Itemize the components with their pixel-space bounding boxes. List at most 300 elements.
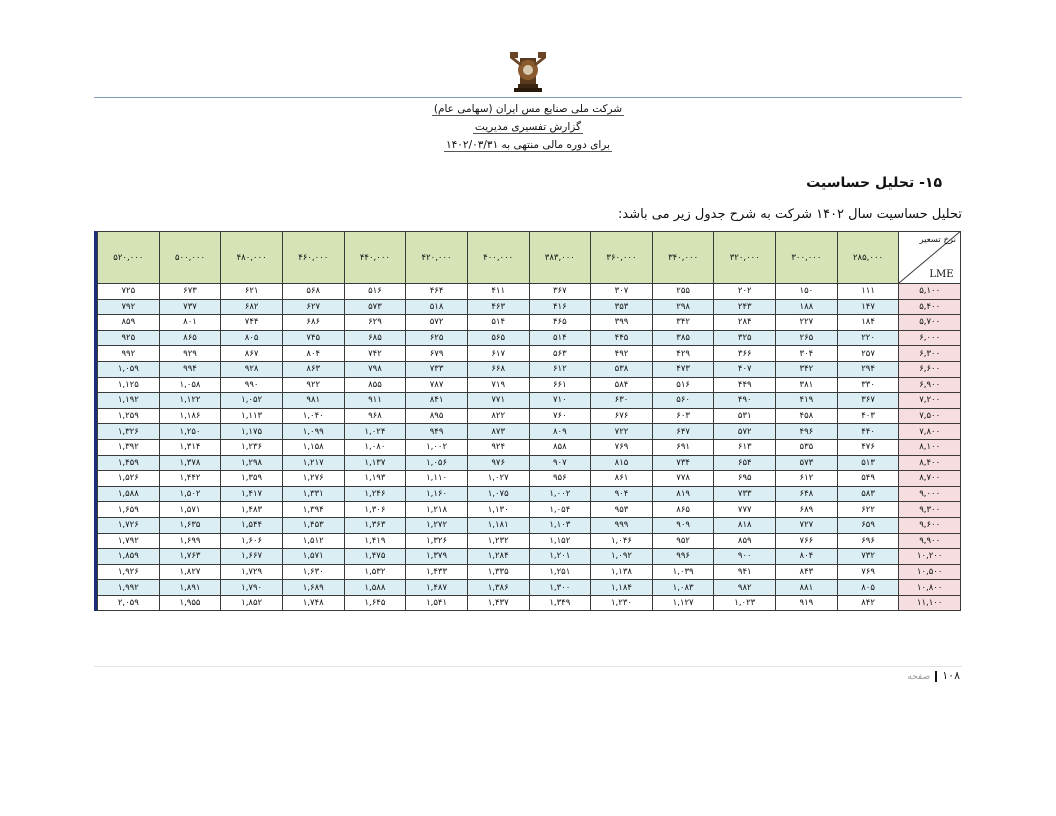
table-cell: ۷۷۷ — [714, 502, 776, 518]
table-cell: ۸۰۵ — [221, 330, 283, 346]
table-cell: ۷۶۶ — [776, 533, 838, 549]
table-cell: ۴۵۸ — [776, 408, 838, 424]
table-cell: ۸۶۷ — [221, 346, 283, 362]
table-cell: ۱,۹۲۶ — [98, 564, 160, 580]
table-cell: ۱,۸۵۹ — [98, 549, 160, 565]
table-cell: ۶۴۸ — [776, 486, 838, 502]
table-cell: ۱,۴۵۹ — [98, 455, 160, 471]
table-cell: ۱۵۰ — [776, 284, 838, 300]
table-cell: ۶۸۲ — [221, 299, 283, 315]
table-row — [98, 424, 961, 440]
table-cell: ۱,۰۹۹ — [282, 424, 344, 440]
table-cell: ۵۱۶ — [344, 284, 406, 300]
column-header: ۳۴۰,۰۰۰ — [652, 232, 714, 284]
table-row — [98, 393, 961, 409]
table-cell: ۱,۴۳۳ — [406, 564, 468, 580]
table-cell: ۵۶۰ — [652, 393, 714, 409]
table-cell: ۳۴۲ — [652, 315, 714, 331]
table-cell: ۴۷۳ — [652, 361, 714, 377]
column-header: ۳۲۰,۰۰۰ — [714, 232, 776, 284]
table-row — [98, 564, 961, 580]
table-cell: ۶۹۵ — [714, 471, 776, 487]
table-cell: ۱,۳۰۰ — [529, 580, 591, 596]
table-cell: ۳۸۵ — [652, 330, 714, 346]
table-cell: ۱,۳۲۶ — [98, 424, 160, 440]
table-cell: ۱,۱۸۶ — [159, 408, 221, 424]
table-cell: ۴۰۷ — [714, 361, 776, 377]
report-period: برای دوره مالی منتهی به ۱۴۰۲/۰۳/۳۱ — [446, 139, 610, 151]
table-cell: ۱,۶۶۷ — [221, 549, 283, 565]
report-title: گزارش تفسیری مدیریت — [474, 121, 582, 133]
lme-price-cell: ۵,۴۰۰ — [899, 299, 961, 315]
table-cell: ۶۷۶ — [591, 408, 653, 424]
table-cell: ۱,۳۹۴ — [282, 502, 344, 518]
table-cell: ۴۴۹ — [714, 377, 776, 393]
table-cell: ۱,۴۴۲ — [159, 471, 221, 487]
table-cell: ۱,۳۷۸ — [159, 455, 221, 471]
sensitivity-table-wrapper — [94, 231, 961, 611]
column-header: ۲۸۵,۰۰۰ — [837, 232, 899, 284]
table-cell: ۱,۵۸۸ — [344, 580, 406, 596]
table-cell: ۸۵۹ — [714, 533, 776, 549]
lme-price-cell: ۵,۷۰۰ — [899, 315, 961, 331]
table-cell: ۸۲۲ — [467, 408, 529, 424]
table-cell: ۹۵۶ — [529, 471, 591, 487]
table-cell: ۱,۱۱۳ — [221, 408, 283, 424]
table-cell: ۱۸۴ — [837, 315, 899, 331]
lme-price-cell: ۷,۸۰۰ — [899, 424, 961, 440]
table-cell: ۳۴۲ — [776, 361, 838, 377]
table-row — [98, 455, 961, 471]
table-cell: ۸۰۴ — [282, 346, 344, 362]
table-cell: ۱,۶۰۶ — [221, 533, 283, 549]
table-cell: ۱,۲۷۶ — [282, 471, 344, 487]
table-cell: ۱,۹۵۵ — [159, 595, 221, 611]
table-cell: ۷۲۷ — [776, 517, 838, 533]
table-cell: ۱,۳۱۴ — [159, 439, 221, 455]
table-cell: ۷۴۲ — [344, 346, 406, 362]
table-cell: ۶۱۲ — [529, 361, 591, 377]
table-cell: ۴۱۱ — [467, 284, 529, 300]
table-cell: ۴۹۶ — [776, 424, 838, 440]
table-cell: ۲۶۵ — [776, 330, 838, 346]
table-cell: ۷۴۵ — [282, 330, 344, 346]
table-row — [98, 330, 961, 346]
table-cell: ۵۱۶ — [652, 377, 714, 393]
table-cell: ۷۷۱ — [467, 393, 529, 409]
table-cell: ۳۰۷ — [591, 284, 653, 300]
table-cell: ۱,۲۹۸ — [221, 455, 283, 471]
table-cell: ۱,۴۵۳ — [282, 517, 344, 533]
table-cell: ۱,۱۳۰ — [467, 502, 529, 518]
table-row — [98, 549, 961, 565]
table-cell: ۱,۶۸۹ — [282, 580, 344, 596]
sensitivity-table — [97, 231, 961, 611]
company-logo-icon — [508, 50, 548, 94]
table-cell: ۱,۵۷۱ — [282, 549, 344, 565]
table-cell: ۱,۲۴۶ — [344, 486, 406, 502]
table-cell: ۱,۶۳۵ — [159, 517, 221, 533]
table-cell: ۶۱۳ — [714, 439, 776, 455]
table-cell: ۴۲۹ — [652, 346, 714, 362]
table-cell: ۱,۲۰۱ — [529, 549, 591, 565]
table-cell: ۷۱۹ — [467, 377, 529, 393]
table-cell: ۶۲۹ — [344, 315, 406, 331]
table-cell: ۱,۵۰۲ — [159, 486, 221, 502]
table-cell: ۱,۶۹۹ — [159, 533, 221, 549]
table-row — [98, 299, 961, 315]
table-cell: ۵۷۳ — [344, 299, 406, 315]
lme-price-cell: ۷,۵۰۰ — [899, 408, 961, 424]
table-cell: ۳۲۵ — [714, 330, 776, 346]
table-cell: ۱,۸۵۲ — [221, 595, 283, 611]
table-cell: ۱,۲۵۱ — [529, 564, 591, 580]
table-cell: ۱,۵۲۶ — [98, 471, 160, 487]
table-row — [98, 377, 961, 393]
table-cell: ۸۰۹ — [529, 424, 591, 440]
table-row — [98, 471, 961, 487]
footer-rule — [94, 666, 962, 667]
table-cell: ۹۲۵ — [98, 330, 160, 346]
table-cell: ۷۶۰ — [529, 408, 591, 424]
table-cell: ۱,۵۷۱ — [159, 502, 221, 518]
table-cell: ۶۸۵ — [344, 330, 406, 346]
table-cell: ۱,۱۵۲ — [529, 533, 591, 549]
table-cell: ۱,۱۹۳ — [344, 471, 406, 487]
table-cell: ۸۴۳ — [776, 564, 838, 580]
table-cell: ۴۶۵ — [529, 315, 591, 331]
table-cell: ۶۵۹ — [837, 517, 899, 533]
page-footer — [907, 669, 960, 682]
table-cell: ۵۱۴ — [529, 330, 591, 346]
table-row — [98, 533, 961, 549]
table-cell: ۱,۰۵۶ — [406, 455, 468, 471]
table-cell: ۱,۸۲۷ — [159, 564, 221, 580]
table-cell: ۸۶۵ — [652, 502, 714, 518]
table-cell: ۱,۴۳۷ — [467, 595, 529, 611]
table-row — [98, 361, 961, 377]
table-cell: ۶۰۳ — [652, 408, 714, 424]
table-body — [98, 284, 961, 611]
table-row — [98, 439, 961, 455]
page-label: صفحه — [907, 672, 931, 682]
table-cell: ۱,۲۵۰ — [159, 424, 221, 440]
table-cell: ۶۷۹ — [406, 346, 468, 362]
table-cell: ۱,۰۰۲ — [406, 439, 468, 455]
table-cell: ۵۸۴ — [591, 377, 653, 393]
table-cell: ۱,۰۸۰ — [344, 439, 406, 455]
table-cell: ۳۶۷ — [837, 393, 899, 409]
table-cell: ۶۸۹ — [776, 502, 838, 518]
table-cell: ۴۹۰ — [714, 393, 776, 409]
lme-price-cell: ۶,۶۰۰ — [899, 361, 961, 377]
table-cell: ۱,۱۳۷ — [344, 455, 406, 471]
column-header: ۴۸۰,۰۰۰ — [221, 232, 283, 284]
table-cell: ۱,۳۸۶ — [467, 580, 529, 596]
table-cell: ۱,۲۳۰ — [591, 595, 653, 611]
lme-price-cell: ۱۰,۵۰۰ — [899, 564, 961, 580]
table-cell: ۳۰۴ — [776, 346, 838, 362]
table-row — [98, 284, 961, 300]
table-cell: ۱,۵۸۸ — [98, 486, 160, 502]
table-cell: ۵۱۳ — [837, 455, 899, 471]
table-cell: ۹۹۹ — [591, 517, 653, 533]
table-cell: ۳۵۳ — [591, 299, 653, 315]
table-cell: ۷۸۷ — [406, 377, 468, 393]
table-cell: ۱,۰۷۵ — [467, 486, 529, 502]
table-cell: ۱,۲۸۴ — [467, 549, 529, 565]
table-cell: ۵۳۱ — [714, 408, 776, 424]
table-cell: ۷۹۸ — [344, 361, 406, 377]
table-cell: ۱,۷۴۸ — [282, 595, 344, 611]
lme-price-cell: ۸,۱۰۰ — [899, 439, 961, 455]
table-cell: ۷۶۹ — [837, 564, 899, 580]
lme-price-cell: ۸,۴۰۰ — [899, 455, 961, 471]
table-cell: ۷۳۳ — [714, 486, 776, 502]
table-cell: ۶۹۶ — [837, 533, 899, 549]
table-cell: ۶۱۷ — [467, 346, 529, 362]
table-cell: ۶۴۷ — [652, 424, 714, 440]
table-cell: ۱,۳۲۶ — [406, 533, 468, 549]
table-cell: ۱,۱۹۲ — [98, 393, 160, 409]
table-cell: ۶۸۶ — [282, 315, 344, 331]
table-cell: ۹۰۷ — [529, 455, 591, 471]
table-cell: ۸۴۱ — [406, 393, 468, 409]
table-cell: ۲۴۳ — [714, 299, 776, 315]
table-cell: ۱,۳۷۹ — [406, 549, 468, 565]
table-cell: ۶۲۷ — [282, 299, 344, 315]
table-cell: ۴۹۲ — [591, 346, 653, 362]
table-cell: ۱,۵۳۲ — [344, 564, 406, 580]
table-cell: ۸۱۸ — [714, 517, 776, 533]
table-cell: ۱,۱۳۸ — [591, 564, 653, 580]
table-cell: ۱,۰۸۳ — [652, 580, 714, 596]
table-cell: ۱,۲۳۲ — [467, 533, 529, 549]
table-corner-cell — [899, 232, 961, 284]
table-cell: ۱,۰۵۹ — [98, 361, 160, 377]
table-cell: ۸۴۲ — [837, 595, 899, 611]
table-cell: ۷۱۰ — [529, 393, 591, 409]
table-cell: ۱,۰۳۹ — [652, 564, 714, 580]
lme-price-cell: ۹,۹۰۰ — [899, 533, 961, 549]
table-cell: ۱,۴۱۹ — [344, 533, 406, 549]
table-cell: ۵۸۳ — [837, 486, 899, 502]
table-cell: ۱,۱۲۷ — [652, 595, 714, 611]
lme-price-cell: ۹,۳۰۰ — [899, 502, 961, 518]
table-cell: ۲۲۷ — [776, 315, 838, 331]
table-cell: ۸۶۳ — [282, 361, 344, 377]
table-cell: ۱,۰۲۷ — [467, 471, 529, 487]
table-row — [98, 315, 961, 331]
table-cell: ۸۵۸ — [529, 439, 591, 455]
table-cell: ۱,۳۰۶ — [344, 502, 406, 518]
table-cell: ۱,۳۵۹ — [221, 471, 283, 487]
table-cell: ۹۸۱ — [282, 393, 344, 409]
table-cell: ۱,۴۱۷ — [221, 486, 283, 502]
table-cell: ۸۶۱ — [591, 471, 653, 487]
lme-price-cell: ۶,۳۰۰ — [899, 346, 961, 362]
table-cell: ۱,۱۵۸ — [282, 439, 344, 455]
corner-label-rate: نرخ تسعیر — [919, 235, 956, 245]
table-cell: ۱,۷۹۰ — [221, 580, 283, 596]
table-cell: ۵۳۸ — [591, 361, 653, 377]
table-cell: ۲۹۴ — [837, 361, 899, 377]
page-number: ۱۰۸ — [942, 669, 960, 682]
table-cell: ۳۸۱ — [776, 377, 838, 393]
lme-price-cell: ۱۰,۲۰۰ — [899, 549, 961, 565]
table-cell: ۲۲۰ — [837, 330, 899, 346]
table-cell: ۱,۲۷۲ — [406, 517, 468, 533]
table-cell: ۹۴۹ — [406, 424, 468, 440]
table-cell: ۵۴۹ — [837, 471, 899, 487]
table-cell: ۴۴۵ — [591, 330, 653, 346]
table-cell: ۸۵۵ — [344, 377, 406, 393]
table-cell: ۳۶۶ — [714, 346, 776, 362]
table-cell: ۷۳۷ — [159, 299, 221, 315]
column-header: ۴۰۰,۰۰۰ — [467, 232, 529, 284]
table-cell: ۸۷۳ — [467, 424, 529, 440]
table-cell: ۱,۴۸۷ — [406, 580, 468, 596]
table-cell: ۵۷۲ — [406, 315, 468, 331]
table-cell: ۵۱۴ — [467, 315, 529, 331]
lme-price-cell: ۱۰,۸۰۰ — [899, 580, 961, 596]
table-cell: ۹۱۱ — [344, 393, 406, 409]
table-cell: ۲,۰۵۹ — [98, 595, 160, 611]
table-cell: ۶۳۰ — [591, 393, 653, 409]
table-cell: ۱,۸۹۱ — [159, 580, 221, 596]
table-cell: ۴۱۶ — [529, 299, 591, 315]
table-cell: ۱,۲۳۶ — [221, 439, 283, 455]
table-cell: ۹۰۴ — [591, 486, 653, 502]
column-header: ۴۴۰,۰۰۰ — [344, 232, 406, 284]
table-cell: ۱,۰۴۰ — [282, 408, 344, 424]
table-cell: ۱,۱۸۴ — [591, 580, 653, 596]
table-cell: ۹۹۲ — [98, 346, 160, 362]
table-cell: ۸۰۴ — [776, 549, 838, 565]
table-cell: ۱,۰۵۸ — [159, 377, 221, 393]
table-cell: ۶۱۲ — [776, 471, 838, 487]
table-cell: ۹۲۸ — [221, 361, 283, 377]
table-cell: ۹۲۲ — [282, 377, 344, 393]
table-cell: ۶۶۱ — [529, 377, 591, 393]
table-cell: ۶۲۲ — [837, 502, 899, 518]
table-cell: ۱,۳۹۲ — [98, 439, 160, 455]
table-cell: ۱,۰۰۲ — [529, 486, 591, 502]
table-cell: ۵۶۳ — [529, 346, 591, 362]
table-cell: ۹۴۱ — [714, 564, 776, 580]
table-cell: ۱,۷۶۳ — [159, 549, 221, 565]
table-cell: ۱,۰۹۲ — [591, 549, 653, 565]
table-cell: ۴۶۴ — [406, 284, 468, 300]
table-cell: ۹۰۹ — [652, 517, 714, 533]
corner-label-lme: LME — [929, 269, 954, 280]
table-row — [98, 502, 961, 518]
table-cell: ۳۹۹ — [591, 315, 653, 331]
table-cell: ۱,۱۱۰ — [406, 471, 468, 487]
table-cell: ۶۲۱ — [221, 284, 283, 300]
table-row — [98, 346, 961, 362]
table-cell: ۹۶۸ — [344, 408, 406, 424]
table-cell: ۱,۳۳۱ — [282, 486, 344, 502]
lme-price-cell: ۹,۰۰۰ — [899, 486, 961, 502]
table-cell: ۱,۱۷۵ — [221, 424, 283, 440]
table-cell: ۲۵۵ — [652, 284, 714, 300]
column-header: ۳۸۳,۰۰۰ — [529, 232, 591, 284]
table-row — [98, 595, 961, 611]
table-cell: ۷۲۵ — [98, 284, 160, 300]
table-cell: ۹۹۶ — [652, 549, 714, 565]
column-header: ۵۰۰,۰۰۰ — [159, 232, 221, 284]
table-cell: ۶۵۴ — [714, 455, 776, 471]
company-name: شرکت ملی صنایع مس ایران (سهامی عام) — [433, 103, 623, 115]
table-cell: ۱,۰۲۳ — [714, 595, 776, 611]
lme-price-cell: ۶,۰۰۰ — [899, 330, 961, 346]
table-cell: ۹۸۲ — [714, 580, 776, 596]
header-rule — [94, 97, 962, 98]
table-cell: ۱,۷۹۲ — [98, 533, 160, 549]
table-cell: ۷۲۲ — [591, 424, 653, 440]
table-header-row — [98, 232, 961, 284]
table-cell: ۸۸۱ — [776, 580, 838, 596]
table-cell: ۲۹۸ — [652, 299, 714, 315]
intro-text: تحلیل حساسیت سال ۱۴۰۲ شرکت به شرح جدول زیر می باشد: — [617, 207, 962, 222]
table-cell: ۸۱۹ — [652, 486, 714, 502]
table-cell: ۹۲۹ — [159, 346, 221, 362]
table-cell: ۹۹۰ — [221, 377, 283, 393]
table-cell: ۸۵۹ — [98, 315, 160, 331]
table-cell: ۱,۱۰۳ — [529, 517, 591, 533]
table-cell: ۱,۵۱۲ — [282, 533, 344, 549]
table-cell: ۹۰۰ — [714, 549, 776, 565]
lme-price-cell: ۹,۶۰۰ — [899, 517, 961, 533]
table-cell: ۱,۳۳۵ — [467, 564, 529, 580]
table-cell: ۱,۰۵۴ — [529, 502, 591, 518]
table-cell: ۴۰۳ — [837, 408, 899, 424]
table-cell: ۹۵۲ — [652, 533, 714, 549]
table-cell: ۶۷۳ — [159, 284, 221, 300]
table-cell: ۹۵۳ — [591, 502, 653, 518]
section-title: ۱۵- تحلیل حساسیت — [806, 175, 942, 191]
table-cell: ۵۷۳ — [776, 455, 838, 471]
table-row — [98, 408, 961, 424]
table-cell: ۴۶۳ — [467, 299, 529, 315]
table-cell: ۱,۰۴۶ — [591, 533, 653, 549]
table-cell: ۵۱۸ — [406, 299, 468, 315]
table-cell: ۵۷۲ — [714, 424, 776, 440]
column-header: ۳۶۰,۰۰۰ — [591, 232, 653, 284]
table-cell: ۱۱۱ — [837, 284, 899, 300]
lme-price-cell: ۷,۲۰۰ — [899, 393, 961, 409]
table-cell: ۱,۶۵۹ — [98, 502, 160, 518]
footer-divider — [935, 671, 937, 682]
table-cell: ۱,۶۳۰ — [282, 564, 344, 580]
table-cell: ۷۳۴ — [652, 455, 714, 471]
table-cell: ۷۳۲ — [837, 549, 899, 565]
table-cell: ۱,۳۴۹ — [529, 595, 591, 611]
table-cell: ۴۴۰ — [837, 424, 899, 440]
table-cell: ۷۹۲ — [98, 299, 160, 315]
table-cell: ۱,۲۱۷ — [282, 455, 344, 471]
table-cell: ۱۸۸ — [776, 299, 838, 315]
column-header: ۴۲۰,۰۰۰ — [406, 232, 468, 284]
table-cell: ۷۴۴ — [221, 315, 283, 331]
table-cell: ۵۳۵ — [776, 439, 838, 455]
table-cell: ۸۹۵ — [406, 408, 468, 424]
table-cell: ۴۱۹ — [776, 393, 838, 409]
column-header: ۵۲۰,۰۰۰ — [98, 232, 160, 284]
lme-price-cell: ۵,۱۰۰ — [899, 284, 961, 300]
table-cell: ۱,۴۸۳ — [221, 502, 283, 518]
